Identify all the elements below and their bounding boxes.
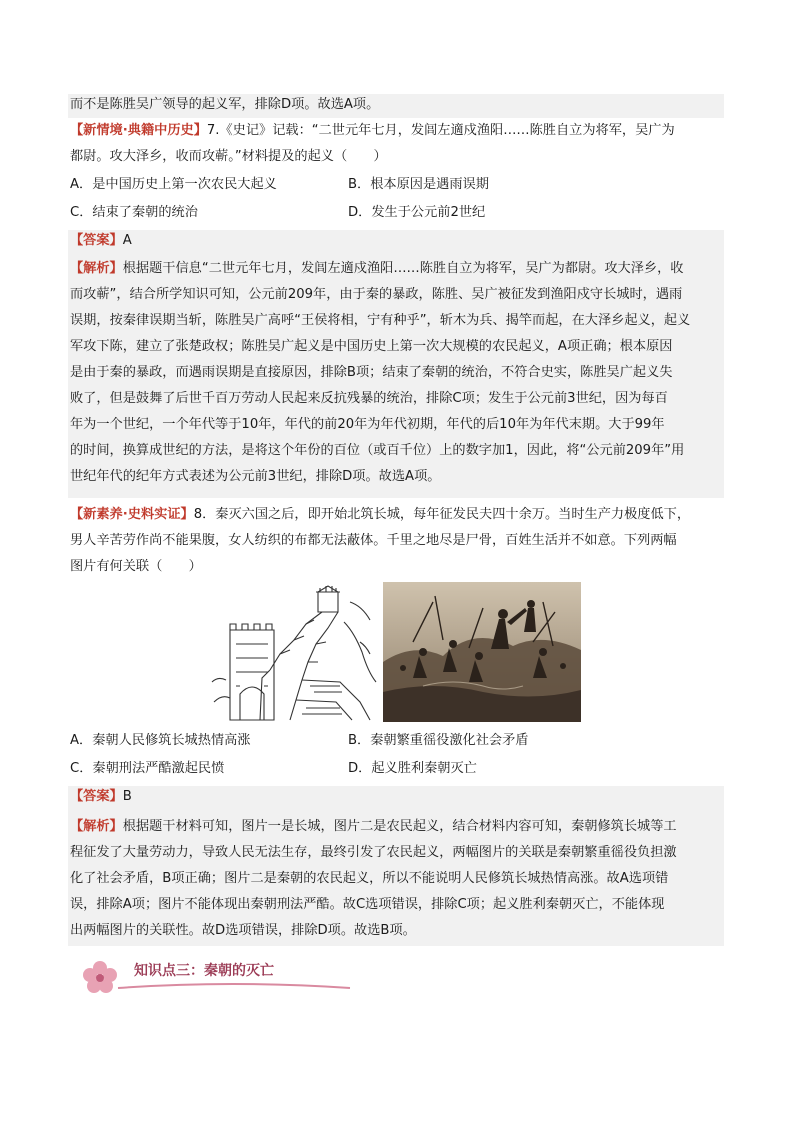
q7-analysis-line: 军攻下陈，建立了张楚政权；陈胜吴广起义是中国历史上第一次大规模的农民起义，A项正确；根本原因	[70, 339, 673, 354]
q7-tag: 【新情境·典籍中历史】	[70, 123, 207, 138]
q7-analysis-line: 误期，按秦律误期当斩，陈胜吴广高呼“王侯将相，宁有种乎”，斩木为兵、揭竿而起，在大泽乡起义，起义	[70, 313, 691, 328]
q8-analysis-line: 化了社会矛盾，B项正确；图片二是秦朝的农民起义，所以不能说明人民修筑长城热情高涨。故A选项错	[70, 871, 669, 886]
q8-option-c: C．秦朝刑法严酷激起民愤	[70, 761, 225, 776]
q7-line-1: 【新情境·典籍中历史】7.《史记》记载：“二世元年七月，发闾左適戍渔阳……陈胜自立为将军，吴广为	[70, 123, 675, 138]
q8-line-2: 男人辛苦劳作尚不能果腹，女人纺织的布都无法蔽体。千里之地尽是尸骨，百姓生活并不如意。下列两幅	[70, 533, 677, 548]
q7-option-b: B．根本原因是遇雨误期	[348, 177, 489, 192]
peasant-uprising-image	[383, 582, 581, 722]
q8-analysis-line: 出两幅图片的关联性。故D选项错误，排除D项。故选B项。	[70, 923, 416, 938]
q7-option-a: A．是中国历史上第一次农民大起义	[70, 177, 277, 192]
q7-option-c: C．结束了秦朝的统治	[70, 205, 198, 220]
q8-analysis-line: 误，排除A项；图片不能体现出秦朝刑法严酷。故C选项错误，排除C项；起义胜利秦朝灭亡，不能体现	[70, 897, 665, 912]
knowledge-point-title: 知识点三：秦朝的灭亡	[134, 963, 274, 979]
q8-analysis-line: 程征发了大量劳动力，导致人民无法生存，最终引发了农民起义，两幅图片的关联是秦朝繁重徭役负担激	[70, 845, 677, 860]
q8-line-1: 【新素养·史料实证】8．秦灭六国之后，即开始北筑长城，每年征发民夫四十余万。当时生产力极度低下，	[70, 507, 691, 522]
q7-line-2: 都尉。攻大泽乡，收而攻蕲。”材料提及的起义（ ）	[70, 149, 387, 164]
q8-option-a: A．秦朝人民修筑长城热情高涨	[70, 733, 251, 748]
q7-analysis-line: 败了，但是鼓舞了后世千百万劳动人民起来反抗残暴的统治，排除C项；发生于公元前3世纪，因为每百	[70, 391, 668, 406]
q7-analysis-line: 的时间，换算成世纪的方法，是将这个年份的百位（或百千位）上的数字加1，因此，将“公元前209年”用	[70, 443, 685, 458]
q8-option-d: D．起义胜利秦朝灭亡	[348, 761, 477, 776]
q8-option-b: B．秦朝繁重徭役激化社会矛盾	[348, 733, 529, 748]
q7-analysis-line: 是由于秦的暴政，而遇雨误期是直接原因，排除B项；结束了秦朝的统治，不符合史实，陈胜吴广起义失	[70, 365, 673, 380]
knowledge-point-heading	[82, 958, 352, 994]
q8-answer: 【答案】B	[70, 789, 132, 804]
q8-tag: 【新素养·史料实证】	[70, 507, 194, 522]
q7-option-d: D．发生于公元前2世纪	[348, 205, 486, 220]
q7-answer: 【答案】A	[70, 233, 132, 248]
q7-analysis-line: 世纪年代的纪年方式表述为公元前3世纪，排除D项。故选A项。	[70, 469, 441, 484]
q7-analysis-line: 【解析】根据题干信息“二世元年七月，发闾左適戍渔阳……陈胜自立为将军，吴广为都尉。攻大泽乡，收	[70, 261, 684, 276]
q8-analysis-line: 【解析】根据题干材料可知，图片一是长城，图片二是农民起义，结合材料内容可知，秦朝修筑长城等工	[70, 819, 677, 834]
q7-analysis-line: 而攻蕲”，结合所学知识可知，公元前209年，由于秦的暴政，陈胜、吴广被征发到渔阳戍守长城时，遇雨	[70, 287, 683, 302]
q7-analysis-line: 年为一个世纪，一个年代等于10年，年代的前20年为年代初期，年代的后10年为年代末期。大于99年	[70, 417, 665, 432]
q8-line-3: 图片有何关联（ ）	[70, 559, 202, 574]
prev-analysis-end: 而不是陈胜吴广领导的起义军，排除D项。故选A项。	[70, 97, 380, 112]
great-wall-image	[210, 582, 378, 722]
